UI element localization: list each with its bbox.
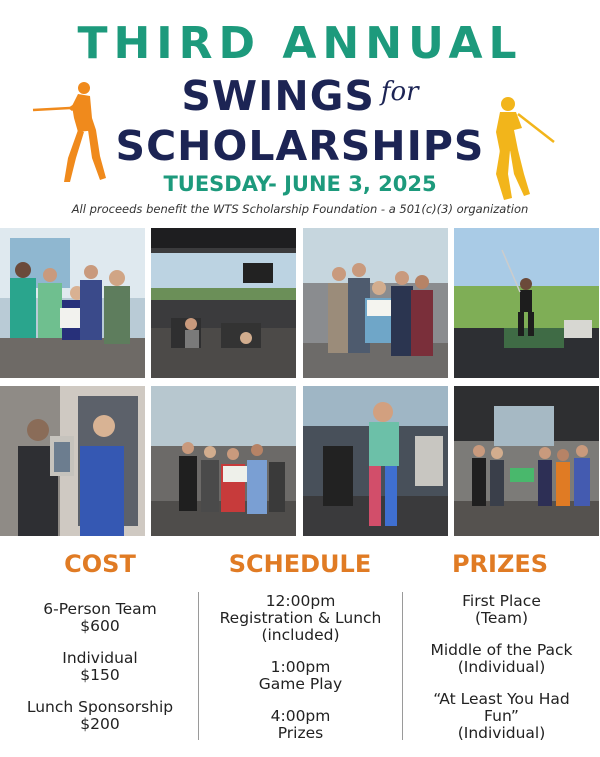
prize-item [403,593,600,627]
prize-category: (Team) [474,609,529,627]
prize-item [403,642,600,676]
cost-item-label: Individual [62,649,138,667]
title-swings-text: SWINGS [181,72,375,120]
female-golfer-icon [30,78,125,190]
schedule-item [199,708,402,742]
photo-grid [0,228,600,536]
cost-item [0,601,200,635]
cost-item-price: $150 [80,666,120,684]
photo-prize-handoff [0,386,145,536]
prize-name-cont: Fun” [484,707,519,725]
cost-item [0,650,200,684]
schedule-item [199,593,402,644]
photo-group-with-sign [151,386,296,536]
schedule-note: (included) [261,626,340,644]
schedule-desc: Registration & Lunch [219,609,382,627]
photo-venue-lounge [151,228,296,378]
schedule-desc: Prizes [277,724,324,742]
photo-group-indoors [303,228,448,378]
title-scholarships: SCHOLARSHIPS [115,122,485,170]
schedule-item [199,659,402,693]
schedule-desc: Game Play [258,675,343,693]
prize-name: Middle of the Pack [430,641,573,659]
cost-heading: COST [64,550,136,578]
event-date: TUESDAY- JUNE 3, 2025 [163,172,437,196]
prize-name: First Place [462,592,541,610]
photo-group-seated [454,386,599,536]
prize-item [403,691,600,742]
cost-item-label: Lunch Sponsorship [26,698,174,716]
cost-item-label: 6-Person Team [43,600,157,618]
schedule-time: 12:00pm [265,592,336,610]
prizes-heading: PRIZES [451,550,549,578]
male-golfer-icon [478,94,568,204]
prize-category: (Individual) [457,658,546,676]
schedule-time: 1:00pm [270,658,331,676]
prizes-list [403,593,600,757]
prize-category: (Individual) [457,724,546,742]
schedule-time: 4:00pm [270,707,331,725]
photo-man-colorful-pants [303,386,448,536]
cost-item [0,699,200,733]
title-third-annual: THIRD ANNUAL [77,18,523,69]
schedule-heading: SCHEDULE [228,550,372,578]
photo-team-with-certificate [0,228,145,378]
proceeds-note: All proceeds benefit the WTS Scholarship Foundation - a 501(c)(3) organization [71,202,529,216]
prize-name: “At Least You Had [433,690,570,708]
schedule-list [199,593,402,757]
cost-list [0,601,200,748]
cost-item-price: $200 [80,715,120,733]
cost-item-price: $600 [80,617,120,635]
title-for-script: for [380,77,419,107]
photo-golfer-swinging [454,228,599,378]
